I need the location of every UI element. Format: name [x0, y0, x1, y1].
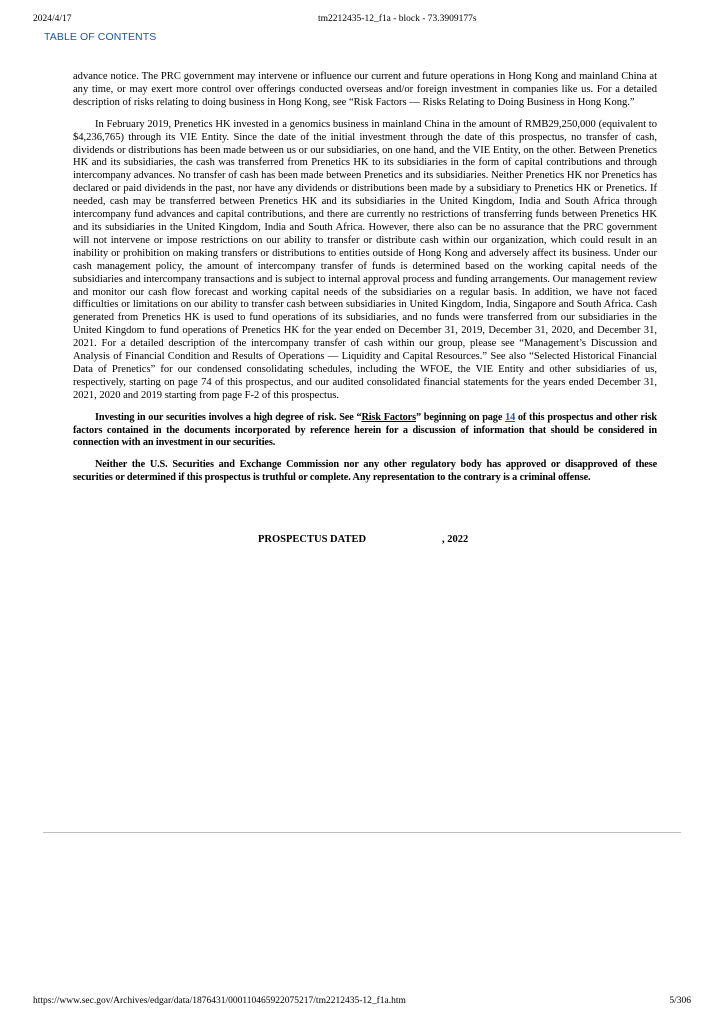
page-14-link[interactable]: 14 — [505, 411, 516, 423]
prospectus-dated-label: PROSPECTUS DATED — [258, 534, 367, 545]
paragraph-sec-disclaimer: Neither the U.S. Securities and Exchange Commission nor any other regulatory body has approved or disapproved of these securities or determined if this prospectus is truthful or complete. Any representation to the contrary is a criminal offense. — [73, 459, 657, 484]
document-title: tm2212435-12_f1a - block - 73.3909177s — [318, 14, 477, 24]
paragraph-risk-warning — [73, 412, 657, 451]
risk-factors-link[interactable]: Risk Factors — [361, 411, 416, 423]
table-of-contents-link[interactable]: TABLE OF CONTENTS — [44, 31, 157, 43]
prospectus-dated-year: , 2022 — [442, 534, 469, 545]
footer-page-number: 5/306 — [669, 996, 691, 1006]
paragraph-prc-intervention: advance notice. The PRC government may intervene or influence our current and future operations in Hong Kong and mainland China at any time, or may exert more control over offerings conducted overseas and/or foreign investment in companies like us. For a detailed description of risks relating to doing business in Hong Kong, see “Risk Factors — Risks Relating to Doing Business in Hong Kong.” — [73, 71, 657, 108]
page-divider — [43, 832, 681, 833]
risk-warning-text-mid: ” beginning on page — [415, 411, 506, 423]
risk-warning-text-end: of this prospectus and other risk factors contained in the documents incorporated by reference herein for a discussion of information that should be considered in connection with an investment in our securities. — [73, 411, 657, 449]
prospectus-body — [73, 71, 657, 485]
paragraph-cash-transfers: In February 2019, Prenetics HK invested in a genomics business in mainland China in the amount of RMB29,250,000 (equivalent to $4,236,765) through its VIE Entity. Since the date of the initial investment through the date of this prospectus, no transfer of cash, dividends or distributions has been made between us or our subsidiaries, on one hand, and the VIE Entity, on the other. Between Prenetics HK and its subsidiaries, the cash was transferred from Prenetics HK to its subsidiaries in the form of capital contributions and through intercompany advances. No transfer of cash has been made between Prenetics and its subsidiaries. Neither Prenetics HK nor Prenetics has declared or paid dividends in the past, nor have any dividends or distributions been made by a subsidiary to Prenetics HK or Prenetics. If needed, cash may be transferred between Prenetics HK and its subsidiaries in the United Kingdom, India and South Africa through intercompany fund advances and capital contributions, and there are currently no restrictions of transferring funds between Prenetics HK and its subsidiaries in the United Kingdom, India and South Africa. However, there also can be no assurance that the PRC government will not intervene or impose restrictions on our ability to transfer or distribute cash within our organization, which could result in an inability or prohibition on making transfers or distributions to entities outside of Hong Kong and adversely affect its business. Under our cash management policy, the amount of intercompany transfer of funds is determined based on the working capital needs of the subsidiaries and intercompany transactions and is subject to internal approval process and funding arrangements. Our management review and monitor our cash flow forecast and working capital needs of the subsidiaries on a regular basis. In addition, we have not faced difficulties or limitations on our ability to transfer cash between subsidiaries in United Kingdom, India, Singapore and South Africa. Cash generated from Prenetics HK is used to fund operations of its subsidiaries, and no funds were transferred from our subsidiaries in the United Kingdom to fund operations of Prenetics HK for the year ended on December 31, 2019, December 31, 2020, and December 31, 2021. For a detailed description of the intercompany transfer of cash within our group, please see “Management’s Discussion and Analysis of Financial Condition and Results of Operations — Liquidity and Capital Resources.” See also “Selected Historical Financial Data of Prenetics” for our condensed consolidating schedules, including the WFOE, the VIE Entity and other subsidiaries of us, respectively, starting on page 74 of this prospectus, and our audited consolidated financial statements for the years ended December 31, 2021, 2020 and 2019 starting from page F-2 of this prospectus. — [73, 118, 657, 401]
prospectus-dated-line — [258, 534, 469, 545]
footer-url: https://www.sec.gov/Archives/edgar/data/1876431/000110465922075217/tm2212435-12_f1a.htm — [33, 996, 406, 1006]
risk-warning-text-start: Investing in our securities involves a high degree of risk. See “ — [95, 411, 362, 423]
print-date: 2024/4/17 — [33, 14, 72, 24]
